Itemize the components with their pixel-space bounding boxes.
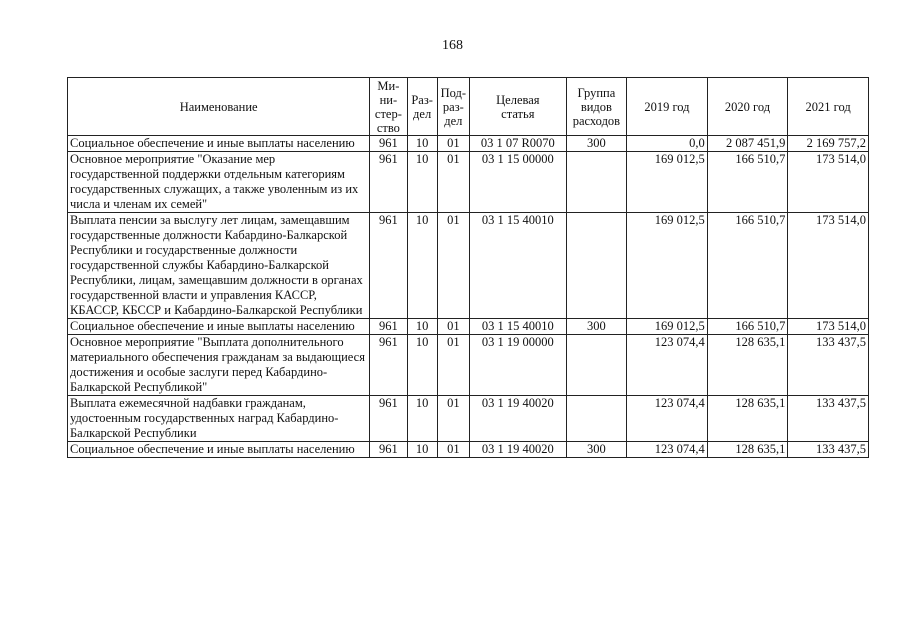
row-target-article: 03 1 15 40010 [469,319,566,335]
row-2021: 133 437,5 [788,442,869,458]
row-name: Выплата ежемесячной надбавки гражданам, удостоенным государственных наград Кабардино-Балкарской Республики [68,396,370,442]
row-subsection: 01 [437,152,469,213]
row-section: 10 [407,442,437,458]
row-ministry: 961 [370,442,407,458]
row-2019: 123 074,4 [627,335,708,396]
row-name: Социальное обеспечение и иные выплаты населению [68,442,370,458]
row-target-article: 03 1 15 00000 [469,152,566,213]
row-ministry: 961 [370,335,407,396]
table-row [68,152,869,213]
row-target-article: 03 1 15 40010 [469,213,566,319]
row-2021: 133 437,5 [788,335,869,396]
row-subsection: 01 [437,396,469,442]
row-ministry: 961 [370,152,407,213]
row-name: Выплата пенсии за выслугу лет лицам, замещавшим государственные должности Кабардино-Балкарской Республики и государственные должности государственной службы Кабардино-Балкарской Республики, лицам, замещавшим должности в органах государственной власти и управления КАССР, КБАССР, КБССР и Кабардино-Балкарской Республики [68,213,370,319]
table-row [68,319,869,335]
row-expense-group [566,396,626,442]
row-target-article: 03 1 07 R0070 [469,136,566,152]
header-expense-group: Группа видов расходов [566,78,626,136]
row-name: Основное мероприятие "Оказание мер государственной поддержки отдельным категориям государственных служащих, а также уволенным из их числа и членам их семей" [68,152,370,213]
row-target-article: 03 1 19 40020 [469,442,566,458]
table-row [68,213,869,319]
row-section: 10 [407,136,437,152]
page-number: 168 [442,38,463,53]
row-2021: 173 514,0 [788,152,869,213]
row-subsection: 01 [437,319,469,335]
row-expense-group [566,335,626,396]
header-2020: 2020 год [707,78,788,136]
row-2020: 128 635,1 [707,335,788,396]
row-ministry: 961 [370,136,407,152]
row-section: 10 [407,213,437,319]
row-ministry: 961 [370,213,407,319]
row-2020: 128 635,1 [707,396,788,442]
row-expense-group: 300 [566,442,626,458]
row-subsection: 01 [437,136,469,152]
row-2020: 166 510,7 [707,319,788,335]
row-subsection: 01 [437,442,469,458]
table-row [68,396,869,442]
row-expense-group: 300 [566,319,626,335]
header-row [68,78,869,136]
row-2020: 128 635,1 [707,442,788,458]
row-name: Социальное обеспечение и иные выплаты населению [68,136,370,152]
row-expense-group: 300 [566,136,626,152]
row-2020: 166 510,7 [707,213,788,319]
header-name: Наименование [68,78,370,136]
row-2020: 166 510,7 [707,152,788,213]
row-subsection: 01 [437,335,469,396]
row-section: 10 [407,335,437,396]
row-2019: 169 012,5 [627,319,708,335]
row-expense-group [566,213,626,319]
header-2021: 2021 год [788,78,869,136]
row-2019: 169 012,5 [627,152,708,213]
row-2019: 0,0 [627,136,708,152]
row-2021: 173 514,0 [788,213,869,319]
budget-table [67,77,869,458]
row-2021: 173 514,0 [788,319,869,335]
row-2019: 169 012,5 [627,213,708,319]
header-section: Раз- дел [407,78,437,136]
table-row [68,335,869,396]
header-target-article: Целевая статья [469,78,566,136]
header-2019: 2019 год [627,78,708,136]
row-section: 10 [407,319,437,335]
row-2021: 2 169 757,2 [788,136,869,152]
row-expense-group [566,152,626,213]
header-subsection: Под- раз- дел [437,78,469,136]
table-row [68,442,869,458]
row-section: 10 [407,152,437,213]
row-target-article: 03 1 19 00000 [469,335,566,396]
table-row [68,136,869,152]
row-ministry: 961 [370,319,407,335]
header-ministry: Ми- ни- стер- ство [370,78,407,136]
row-name: Социальное обеспечение и иные выплаты населению [68,319,370,335]
row-subsection: 01 [437,213,469,319]
row-2019: 123 074,4 [627,396,708,442]
row-target-article: 03 1 19 40020 [469,396,566,442]
row-2019: 123 074,4 [627,442,708,458]
row-ministry: 961 [370,396,407,442]
row-2020: 2 087 451,9 [707,136,788,152]
row-2021: 133 437,5 [788,396,869,442]
row-name: Основное мероприятие "Выплата дополнительного материального обеспечения гражданам за выдающиеся достижения и особые заслуги перед Кабардино-Балкарской Республикой" [68,335,370,396]
row-section: 10 [407,396,437,442]
